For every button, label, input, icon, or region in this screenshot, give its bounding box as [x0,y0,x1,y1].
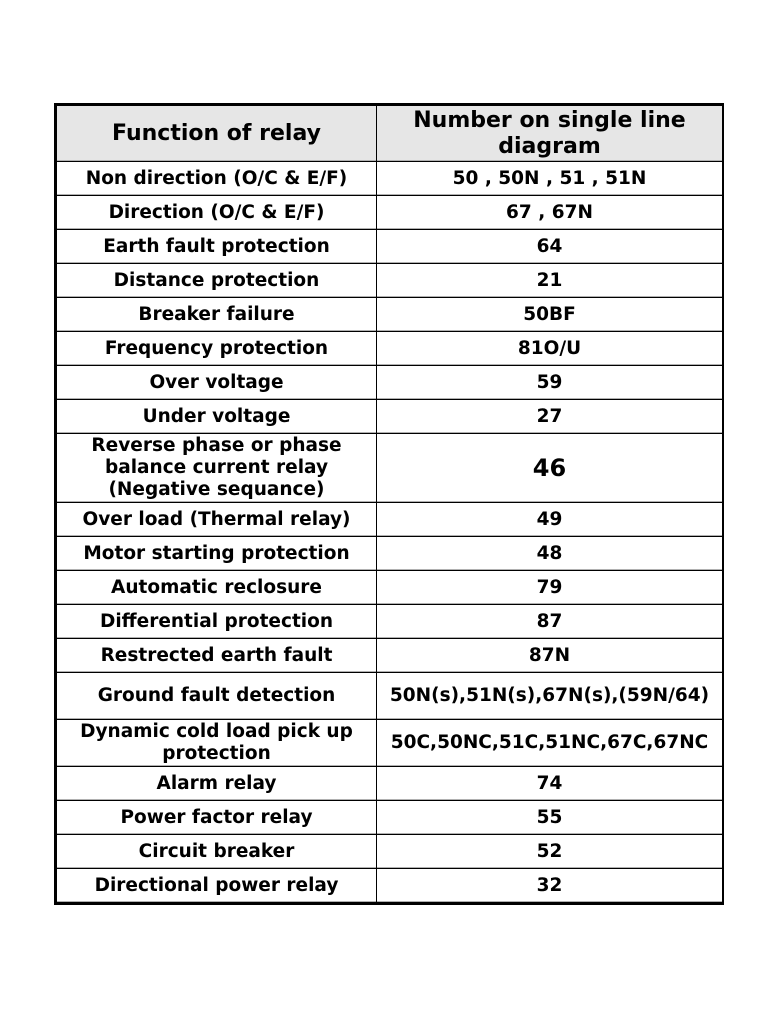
table-row [57,673,723,720]
relay-number-cell: 49 [377,503,723,537]
table-row [57,571,723,605]
table-row [57,801,723,835]
relay-number-cell: 48 [377,537,723,571]
table-row [57,605,723,639]
relay-function-cell: Directional power relay [57,869,377,903]
relay-number-cell: 52 [377,835,723,869]
relay-number-cell: 50 , 50N , 51 , 51N [377,162,723,196]
relay-number-table [56,105,723,903]
relay-number-cell: 46 [377,434,723,503]
table-header-row [57,106,723,162]
relay-function-cell: Under voltage [57,400,377,434]
table-row [57,537,723,571]
relay-function-cell: Restrected earth fault [57,639,377,673]
relay-number-cell: 67 , 67N [377,196,723,230]
relay-function-cell: Breaker failure [57,298,377,332]
relay-number-cell: 81O/U [377,332,723,366]
table-row [57,298,723,332]
relay-number-cell: 50BF [377,298,723,332]
relay-function-cell: Dynamic cold load pick up protection [57,720,377,767]
relay-function-cell: Ground fault detection [57,673,377,720]
relay-number-cell: 27 [377,400,723,434]
table-row [57,503,723,537]
relay-function-cell: Distance protection [57,264,377,298]
table-row [57,332,723,366]
relay-number-cell: 59 [377,366,723,400]
relay-function-cell: Direction (O/C & E/F) [57,196,377,230]
table-row [57,869,723,903]
relay-number-cell: 74 [377,767,723,801]
table-row [57,767,723,801]
relay-number-cell: 50N(s),51N(s),67N(s),(59N/64) [377,673,723,720]
relay-function-cell: Alarm relay [57,767,377,801]
table-row [57,720,723,767]
relay-function-cell: Reverse phase or phase balance current relay (Negative sequance) [57,434,377,503]
relay-number-cell: 21 [377,264,723,298]
header-number-on-diagram: Number on single line diagram [377,106,723,162]
relay-function-cell: Automatic reclosure [57,571,377,605]
table-row [57,400,723,434]
table-row [57,162,723,196]
table-row [57,835,723,869]
relay-table-container [54,103,724,905]
table-row [57,230,723,264]
header-function-of-relay: Function of relay [57,106,377,162]
relay-function-cell: Power factor relay [57,801,377,835]
relay-function-cell: Non direction (O/C & E/F) [57,162,377,196]
relay-function-cell: Motor starting protection [57,537,377,571]
table-row [57,264,723,298]
relay-function-cell: Differential protection [57,605,377,639]
relay-function-cell: Over voltage [57,366,377,400]
relay-number-cell: 32 [377,869,723,903]
relay-number-cell: 64 [377,230,723,264]
table-row [57,366,723,400]
relay-number-cell: 50C,50NC,51C,51NC,67C,67NC [377,720,723,767]
table-row [57,639,723,673]
relay-number-cell: 87N [377,639,723,673]
relay-function-cell: Frequency protection [57,332,377,366]
table-row [57,196,723,230]
relay-function-cell: Circuit breaker [57,835,377,869]
table-row [57,434,723,503]
relay-number-cell: 55 [377,801,723,835]
relay-number-cell: 87 [377,605,723,639]
relay-number-cell: 79 [377,571,723,605]
relay-function-cell: Over load (Thermal relay) [57,503,377,537]
relay-function-cell: Earth fault protection [57,230,377,264]
